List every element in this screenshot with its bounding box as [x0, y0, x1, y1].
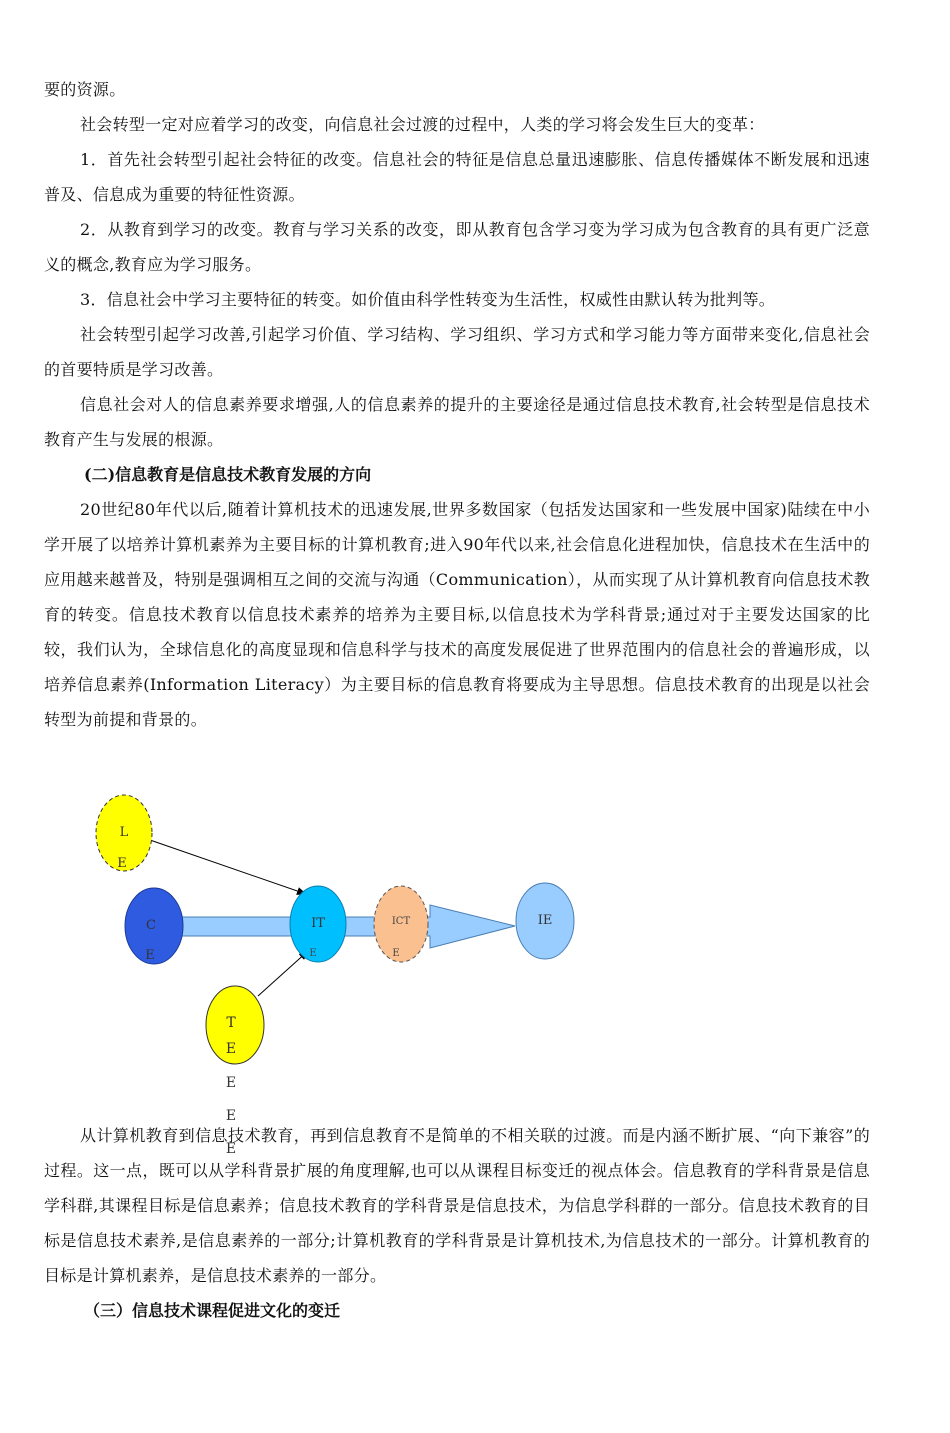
- paragraph-point-2: 2．从教育到学习的改变。教育与学习关系的改变，即从教育包含学习变为学习成为包含教育的具有更广泛意义的概念,教育应为学习服务。: [44, 220, 870, 274]
- node-icte-label-1: ICT: [391, 916, 411, 927]
- connector-le-to-ite: [150, 840, 306, 894]
- paragraph-information-literacy: 信息社会对人的信息素养要求增强,人的信息素养的提升的主要途径是通过信息技术教育,社会转型是信息技术教育产生与发展的根源。: [44, 395, 870, 449]
- node-ce-label-2: E: [145, 948, 155, 963]
- node-tee-label-1: T: [226, 1015, 236, 1031]
- node-le-label-2: E: [117, 856, 127, 871]
- node-tee-label-3: E: [225, 1075, 237, 1091]
- paragraph-learning-improvement: 社会转型引起学习改善,引起学习价值、学习结构、学习组织、学习方式和学习能力等方面带来变化,信息社会的首要特质是学习改善。: [44, 325, 870, 379]
- paragraph-evolution: 从计算机教育到信息技术教育，再到信息教育不是简单的不相关联的过渡。而是内涵不断扩展、“向下兼容”的过程。这一点，既可以从学科背景扩展的角度理解,也可以从课程目标变迁的视点体会。信息教育的学科背景是信息学科群,其课程目标是信息素养；信息技术教育的学科背景是信息技术，为信息学科群的一部分。信息技术教育的目标是信息技术素养,是信息素养的一部分;计算机教育的学科背景是计算机技术,为信息技术的一部分。计算机教育的目标是计算机素养，是信息技术素养的一部分。: [44, 1126, 870, 1285]
- node-tee-label-2: E: [225, 1041, 237, 1057]
- diagram-canvas: [0, 780, 620, 1170]
- document-page: [44, 72, 870, 737]
- document-page-bottom: [44, 1118, 870, 1328]
- paragraph-resources-end: 要的资源。: [44, 80, 126, 99]
- section-heading-3: （三）信息技术课程促进文化的变迁: [84, 1301, 341, 1320]
- node-tee-label-4: E: [225, 1108, 237, 1124]
- node-ite-label-1: IT: [311, 916, 325, 931]
- paragraph-point-1: 1．首先社会转型引起社会特征的改变。信息社会的特征是信息总量迅速膨胀、信息传播媒体不断发展和迅速普及、信息成为重要的特征性资源。: [44, 150, 870, 204]
- paragraph-learning-change: 社会转型一定对应着学习的改变，向信息社会过渡的过程中，人类的学习将会发生巨大的变革：: [80, 115, 765, 134]
- node-icte-label-2: E: [392, 948, 400, 959]
- education-evolution-diagram: [0, 780, 620, 1170]
- section-heading-2: (二)信息教育是信息技术教育发展的方向: [84, 465, 372, 484]
- node-le-label-1: L: [119, 825, 129, 840]
- node-ie-label: IE: [537, 913, 553, 928]
- paragraph-history: 20世纪80年代以后,随着计算机技术的迅速发展,世界多数国家（包括发达国家和一些发展中国家)陆续在中小学开展了以培养计算机素养为主要目标的计算机教育;进入90年代以来,社会信息化进程加快，信息技术在生活中的应用越来越普及，特别是强调相互之间的交流与沟通（Communication），从而实现了从计算机教育向信息技术教育的转变。信息技术教育以信息技术素养的培养为主要目标,以信息技术为学科背景;通过对于主要发达国家的比较，我们认为，全球信息化的高度显现和信息科学与技术的高度发展促进了世界范围内的信息社会的普遍形成，以培养信息素养(Information Literacy）为主要目标的信息教育将要成为主导思想。信息技术教育的出现是以社会转型为前提和背景的。: [44, 500, 870, 729]
- node-ite-label-2: E: [309, 948, 317, 959]
- connector-tee-to-ite: [258, 951, 308, 996]
- paragraph-point-3: 3．信息社会中学习主要特征的转变。如价值由科学性转变为生活性，权威性由默认转为批判等。: [80, 290, 776, 309]
- progression-arrow: [180, 905, 515, 948]
- node-tee-label-5: E: [225, 1141, 237, 1157]
- node-ce-label-1: C: [146, 918, 156, 933]
